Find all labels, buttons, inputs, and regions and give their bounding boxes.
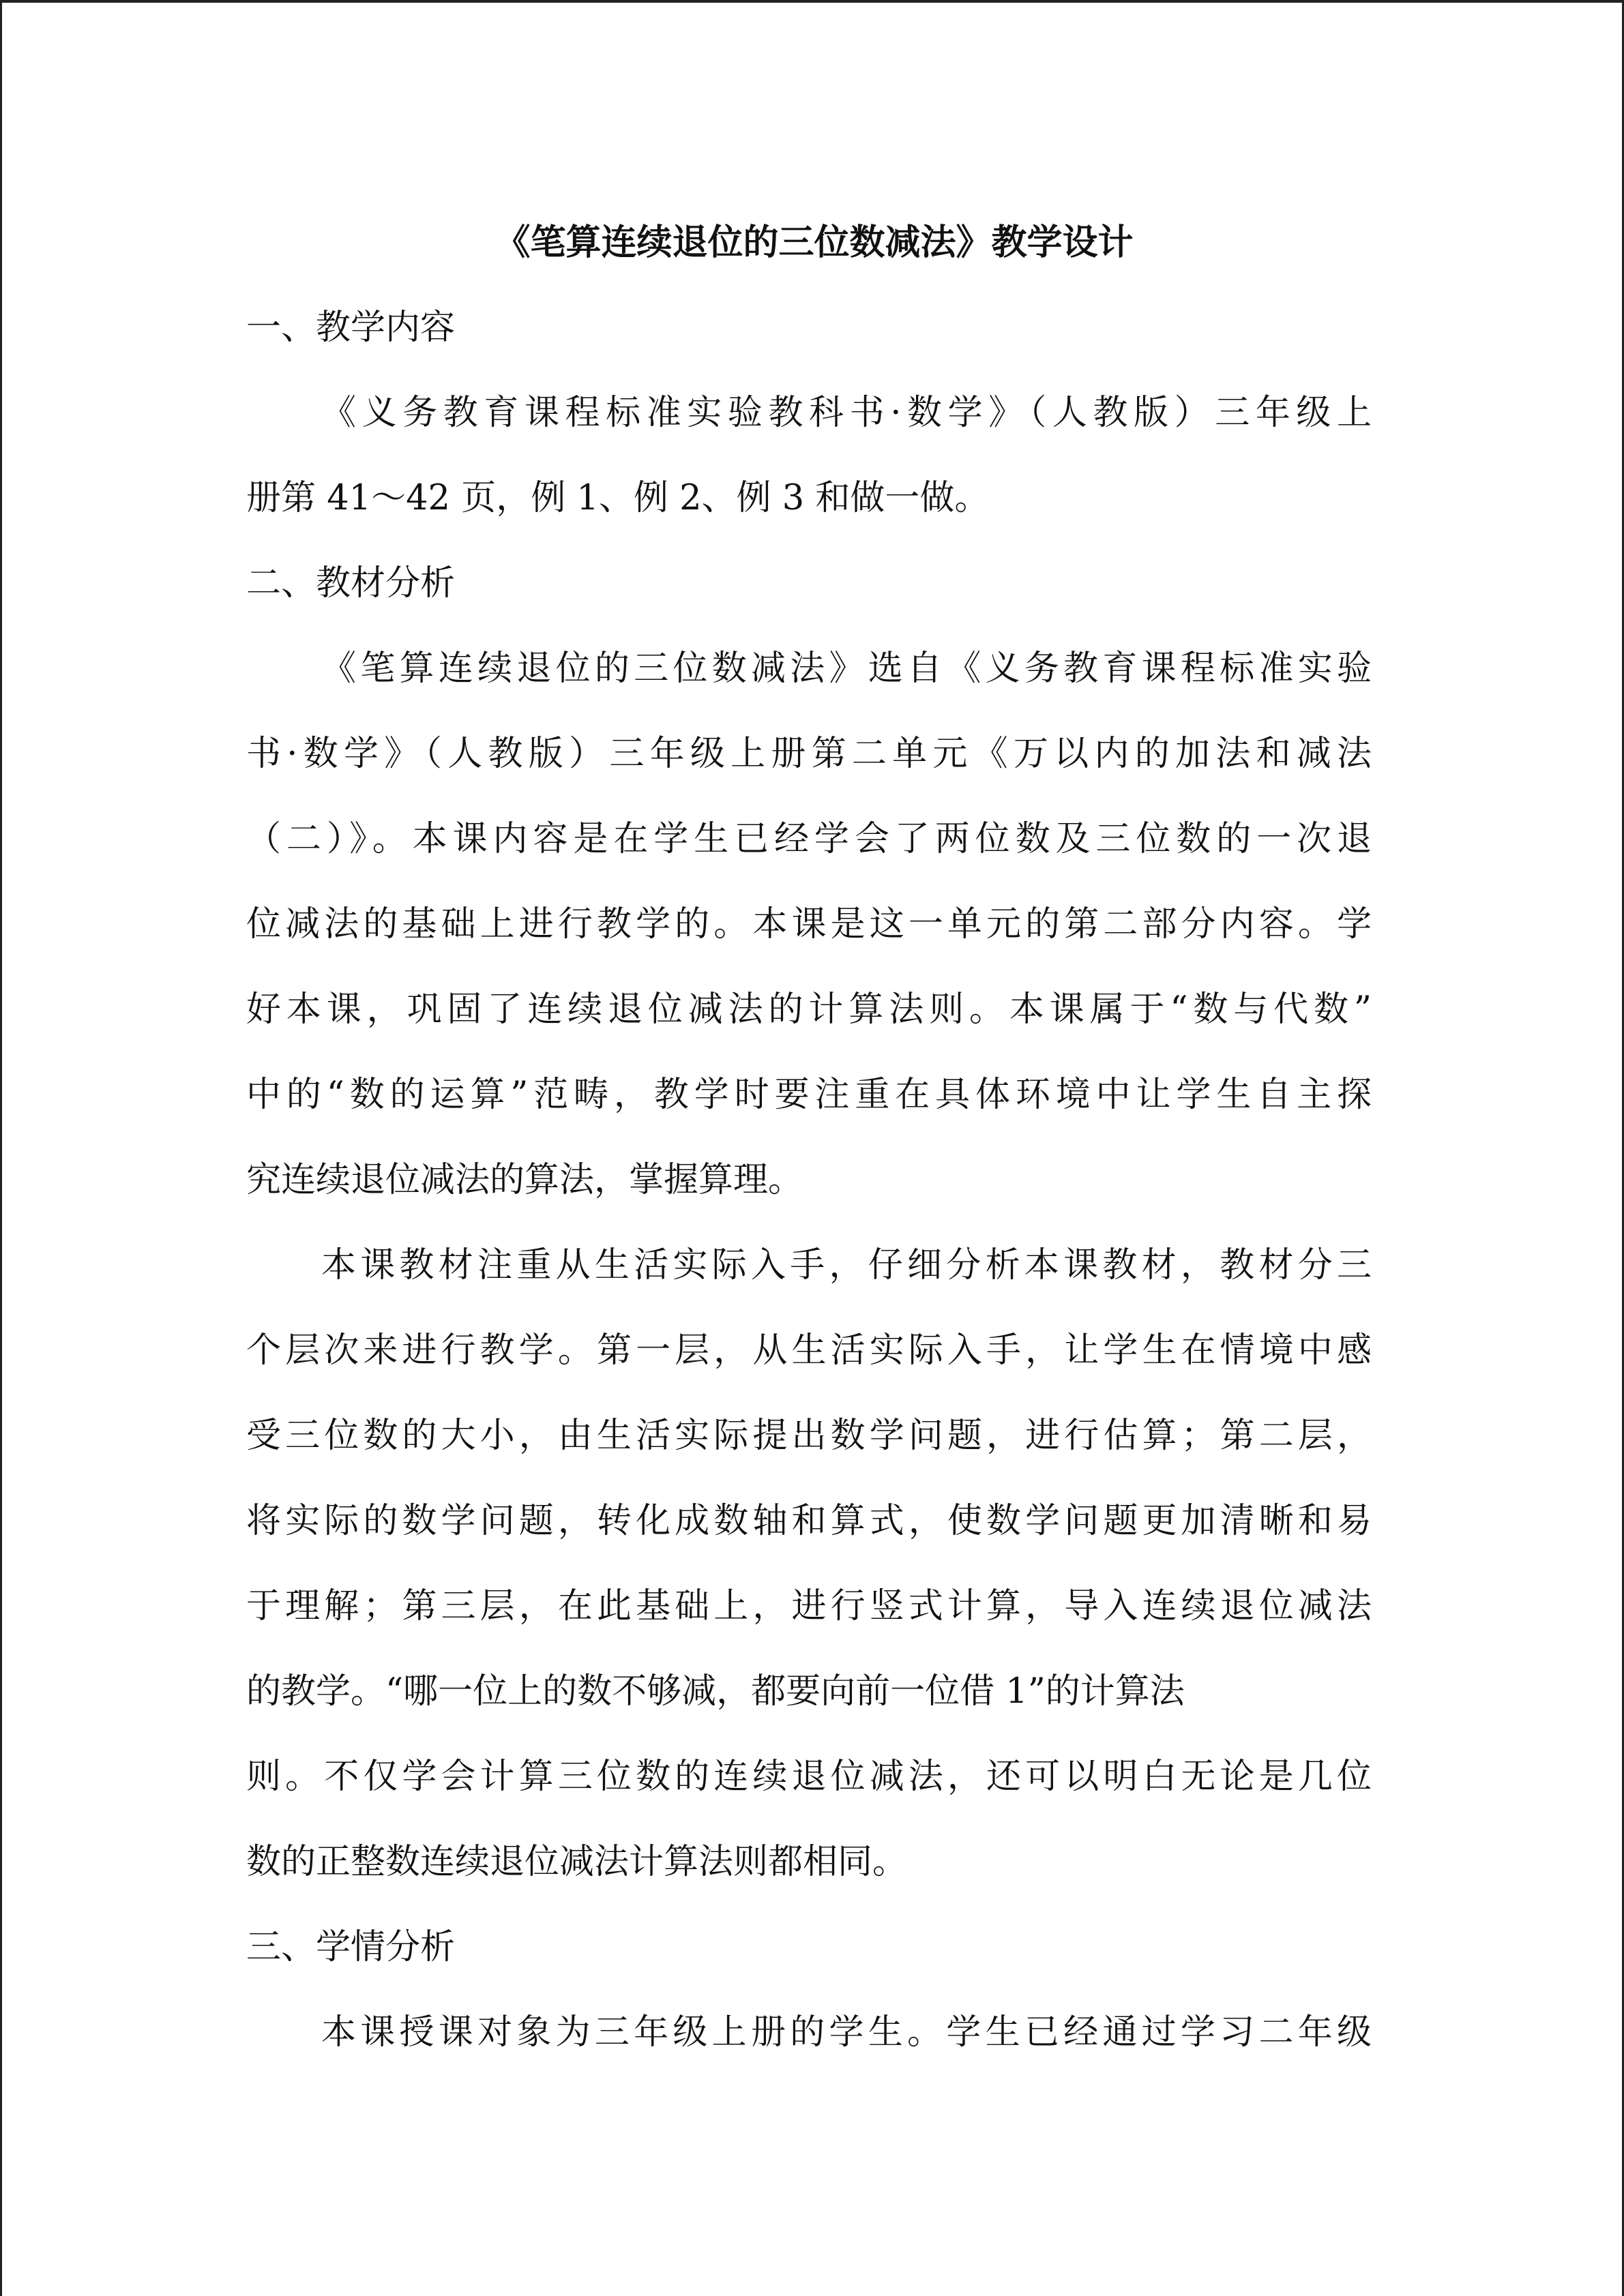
paragraph-line: 将实际的数学问题，转化成数轴和算式，使数学问题更加清晰和易: [246, 1501, 1372, 1541]
paragraph-line: 则。不仅学会计算三位数的连续退位减法，还可以明白无论是几位: [246, 1757, 1372, 1797]
paragraph-line: 书·数学》（人教版）三年级上册第二单元《万以内的加法和减法: [246, 734, 1372, 774]
section-heading-teaching-content: 一、教学内容: [246, 308, 456, 348]
paragraph-line: 于理解；第三层，在此基础上，进行竖式计算，导入连续退位减法: [246, 1586, 1372, 1626]
paragraph-line: 的教学。“哪一位上的数不够减，都要向前一位借 1”的计算法: [246, 1671, 1185, 1712]
paragraph-line: 个层次来进行教学。第一层，从生活实际入手，让学生在情境中感: [246, 1330, 1372, 1371]
paragraph-line: 册第 41～42 页，例 1、例 2、例 3 和做一做。: [246, 478, 990, 518]
paragraph-line: 位减法的基础上进行教学的。本课是这一单元的第二部分内容。学: [246, 904, 1372, 944]
paragraph-line: 本课授课对象为三年级上册的学生。学生已经通过学习二年级: [321, 2012, 1372, 2053]
paragraph-line: 受三位数的大小，由生活实际提出数学问题，进行估算；第二层，: [246, 1416, 1372, 1456]
section-heading-learner-analysis: 三、学情分析: [246, 1927, 456, 1967]
paragraph-line: 本课教材注重从生活实际入手，仔细分析本课教材，教材分三: [321, 1245, 1372, 1285]
paragraph-line: 好本课，巩固了连续退位减法的计算法则。本课属于“数与代数”: [246, 989, 1372, 1030]
section-heading-material-analysis: 二、教材分析: [246, 563, 456, 603]
paragraph-line: 《笔算连续退位的三位数减法》选自《义务教育课程标准实验: [321, 648, 1372, 689]
paragraph-line: 中的“数的运算”范畴，教学时要注重在具体环境中让学生自主探: [246, 1075, 1372, 1115]
paragraph-line: 究连续退位减法的算法，掌握算理。: [246, 1160, 803, 1200]
paragraph-line: （二）》。本课内容是在学生已经学会了两位数及三位数的一次退: [246, 819, 1372, 859]
paragraph-line: 数的正整数连续退位减法计算法则都相同。: [246, 1842, 908, 1882]
document-title: 《笔算连续退位的三位数减法》教学设计: [494, 222, 1134, 263]
paragraph-line: 《义务教育课程标准实验教科书·数学》（人教版）三年级上: [321, 393, 1372, 433]
